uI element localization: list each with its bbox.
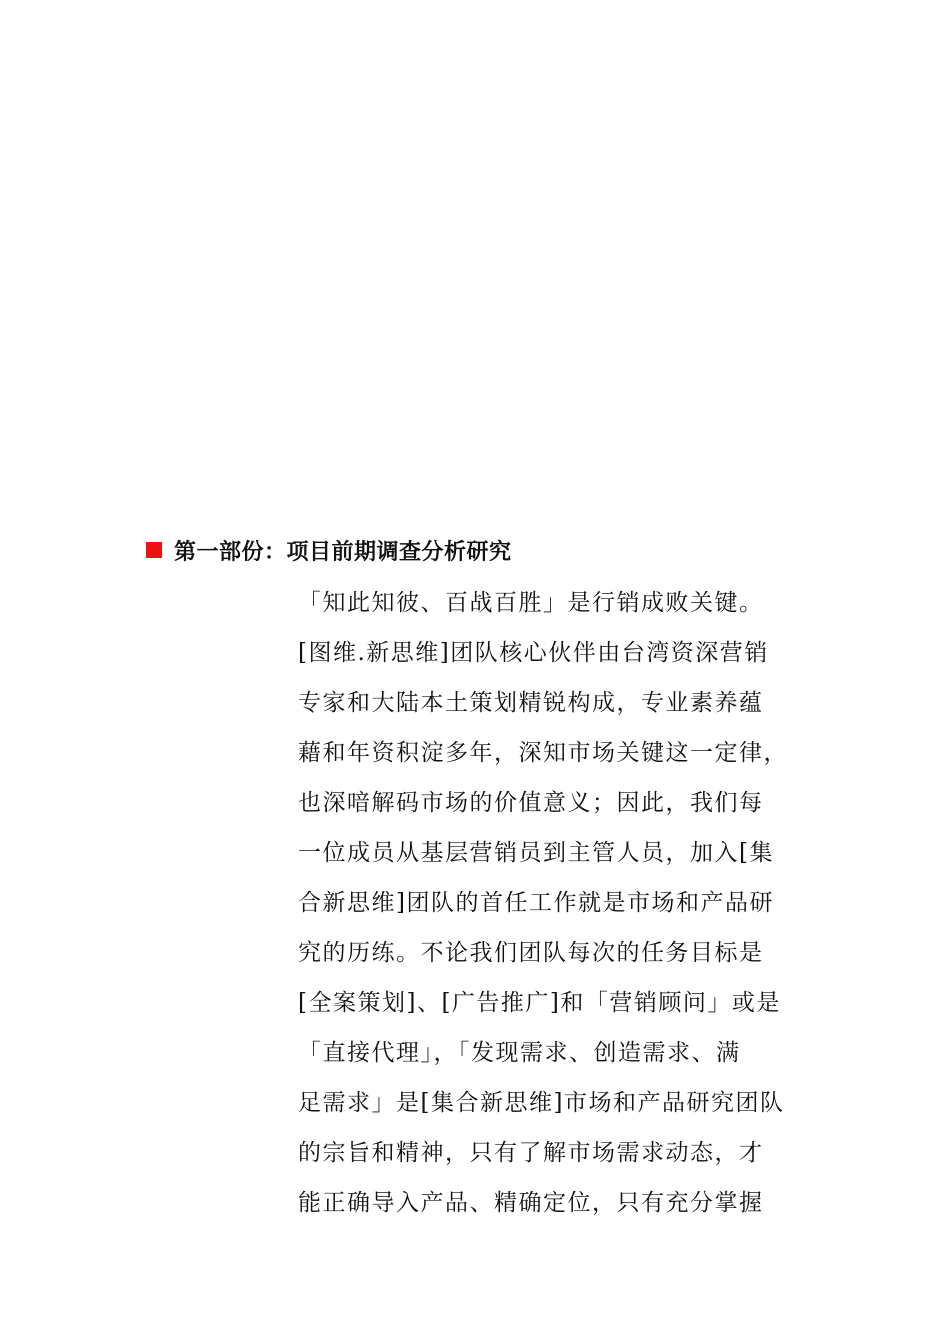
body-line: 一位成员从基层营销员到主管人员，加入[集 [298, 840, 774, 866]
body-line: 「知此知彼、百战百胜」是行销成败关键。 [298, 590, 764, 616]
body-paragraph [298, 578, 818, 1228]
body-line: [全案策划]、[广告推广]和「营销顾问」或是 [298, 990, 781, 1016]
body-line: 藉和年资积淀多年，深知市场关键这一定律， [298, 740, 788, 766]
body-line: [图维.新思维]团队核心伙伴由台湾资深营销 [298, 640, 769, 666]
section-heading [146, 534, 512, 566]
section-heading-text: 第一部份：项目前期调查分析研究 [174, 539, 512, 565]
body-line: 专家和大陆本土策划精锐构成，专业素养蕴 [298, 690, 764, 716]
body-line: 的宗旨和精神，只有了解市场需求动态，才 [298, 1140, 764, 1166]
body-line: 足需求」是[集合新思维]市场和产品研究团队 [298, 1090, 785, 1116]
body-line: 也深喑解码市场的价值意义；因此，我们每 [298, 790, 764, 816]
body-line: 合新思维]团队的首任工作就是市场和产品研 [298, 890, 774, 916]
body-line: 「直接代理」，「发现需求、创造需求、满 [298, 1040, 741, 1066]
red-square-bullet-icon [146, 542, 162, 558]
body-line: 究的历练。不论我们团队每次的任务目标是 [298, 940, 764, 966]
body-line: 能正确导入产品、精确定位，只有充分掌握 [298, 1190, 764, 1216]
